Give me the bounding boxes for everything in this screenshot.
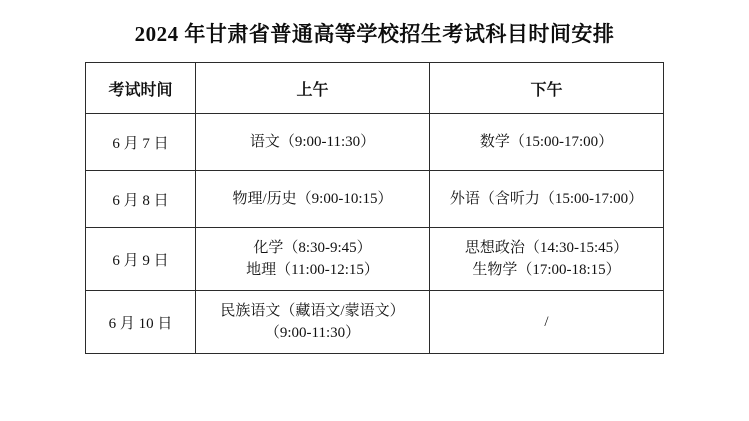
table-row bbox=[86, 114, 664, 171]
subject-line: 外语（含听力（15:00-17:00） bbox=[449, 190, 644, 207]
subject-line: 语文（9:00-11:30） bbox=[249, 133, 376, 150]
cell-date: 6 月 8 日 bbox=[86, 171, 196, 228]
column-header-time: 考试时间 bbox=[86, 63, 196, 114]
subject-line: （9:00-11:30） bbox=[264, 325, 361, 341]
subject-line: 化学（8:30-9:45） bbox=[253, 239, 372, 256]
subject-line: 思想政治（14:30-15:45） bbox=[464, 239, 629, 256]
cell-morning bbox=[196, 171, 430, 228]
exam-schedule-table bbox=[85, 62, 664, 354]
table-row bbox=[86, 171, 664, 228]
cell-morning bbox=[196, 291, 430, 354]
subject-line: 生物学（17:00-18:15） bbox=[472, 262, 621, 278]
page-title: 2024 年甘肃省普通高等学校招生考试科目时间安排 bbox=[134, 22, 615, 46]
cell-date: 6 月 7 日 bbox=[86, 114, 196, 171]
column-header-morning: 上午 bbox=[196, 63, 430, 114]
empty-marker: / bbox=[544, 313, 549, 330]
cell-afternoon bbox=[430, 114, 664, 171]
cell-afternoon bbox=[430, 171, 664, 228]
table-row bbox=[86, 291, 664, 354]
subject-line: 地理（11:00-12:15） bbox=[246, 262, 379, 278]
subject-line: 数学（15:00-17:00） bbox=[479, 133, 614, 150]
cell-date: 6 月 9 日 bbox=[86, 228, 196, 291]
subject-line: 物理/历史（9:00-10:15） bbox=[232, 190, 393, 207]
column-header-afternoon: 下午 bbox=[430, 63, 664, 114]
cell-morning bbox=[196, 228, 430, 291]
table-body bbox=[86, 114, 664, 354]
subject-line: 民族语文（藏语文/蒙语文） bbox=[220, 302, 405, 319]
cell-afternoon bbox=[430, 228, 664, 291]
schedule-table-wrapper bbox=[0, 62, 749, 354]
cell-date: 6 月 10 日 bbox=[86, 291, 196, 354]
table-row bbox=[86, 228, 664, 291]
table-header-row bbox=[86, 63, 664, 114]
table-head bbox=[86, 63, 664, 114]
cell-afternoon bbox=[430, 291, 664, 354]
cell-morning bbox=[196, 114, 430, 171]
